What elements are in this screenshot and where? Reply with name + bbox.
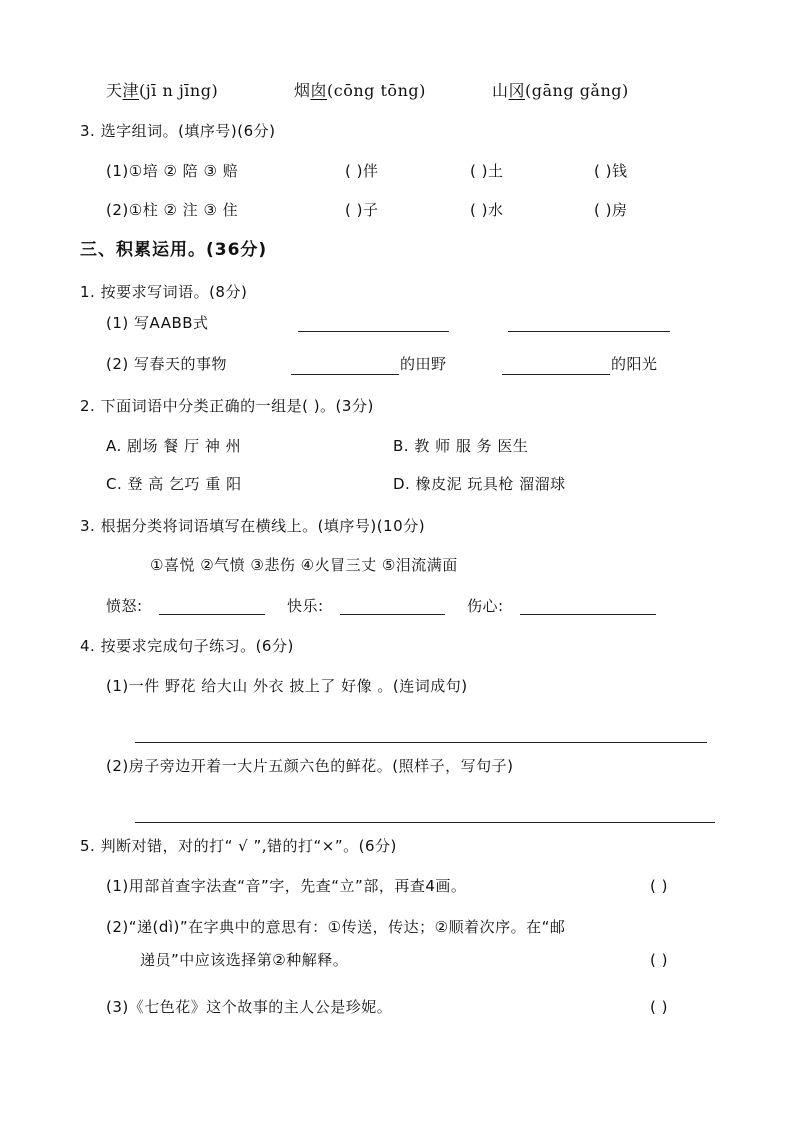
s5-c-answer-paren[interactable]: ( ) [650, 998, 668, 1016]
s1-a-answer-line-1[interactable] [298, 331, 449, 332]
q3-row2-blank2[interactable]: ( )水 [470, 201, 504, 219]
s5-title: 5. 判断对错，对的打“ √ ”,错的打“×”。(6分) [80, 837, 397, 855]
s3-sad-answer-line[interactable] [520, 614, 656, 615]
s5-item-b-line1: (2)“递(dì)”在字典中的意思有：①传送，传达；②顺着次序。在“邮 [106, 918, 566, 936]
s2-option-d[interactable]: D. 橡皮泥 玩具枪 溜溜球 [393, 475, 566, 493]
s3-joy-answer-line[interactable] [340, 614, 445, 615]
s4-a-answer-line[interactable] [135, 742, 707, 743]
q3-row1-options: (1)①培 ② 陪 ③ 赔 [106, 162, 239, 180]
s4-title: 4. 按要求完成句子练习。(6分) [80, 637, 294, 655]
s4-b-answer-line[interactable] [135, 822, 715, 823]
s3-label-joy: 快乐: [287, 597, 324, 615]
s3-label-anger: 愤怒: [106, 597, 143, 615]
s2-option-b[interactable]: B. 教 师 服 务 医生 [393, 437, 529, 455]
q3-row2-blank3[interactable]: ( )房 [594, 201, 628, 219]
s1-a-answer-line-2[interactable] [508, 331, 670, 332]
s5-item-b-line2: 递员”中应该选择第②种解释。 [140, 951, 349, 969]
s1-item-a: (1) 写AABB式 [106, 314, 209, 332]
s3-word-list: ①喜悦 ②气愤 ③悲伤 ④火冒三丈 ⑤泪流满面 [150, 556, 458, 574]
s3-anger-answer-line[interactable] [159, 614, 265, 615]
s2-title: 2. 下面词语中分类正确的一组是( )。(3分) [80, 397, 374, 415]
q3-row1-blank2[interactable]: ( )土 [470, 162, 504, 180]
s1-title: 1. 按要求写词语。(8分) [80, 283, 248, 301]
pinyin-item-yancong: 烟囱(cōng tōng) [294, 81, 426, 100]
s1-b-answer-line-2[interactable] [502, 374, 610, 375]
section-3-heading: 三、积累运用。(36分) [80, 240, 268, 260]
s3-label-sad: 伤心: [467, 597, 504, 615]
s3-title: 3. 根据分类将词语填写在横线上。(填序号)(10分) [80, 517, 426, 535]
s2-option-c[interactable]: C. 登 高 乞巧 重 阳 [106, 475, 242, 493]
s5-a-answer-paren[interactable]: ( ) [650, 877, 668, 895]
s1-b-suffix-2: 的阳光 [611, 355, 658, 373]
s1-b-suffix-1: 的田野 [400, 355, 447, 373]
s1-item-b: (2) 写春天的事物 [106, 355, 228, 373]
s4-item-a: (1)一件 野花 给大山 外衣 披上了 好像 。(连词成句) [106, 677, 468, 695]
q3-row1-blank1[interactable]: ( )伴 [345, 162, 379, 180]
s5-item-a: (1)用部首查字法查“音”字，先查“立”部，再查4画。 [106, 877, 467, 895]
s2-option-a[interactable]: A. 剧场 餐 厅 神 州 [106, 437, 242, 455]
question-3-title: 3. 选字组词。(填序号)(6分) [80, 122, 276, 140]
s1-b-answer-line-1[interactable] [291, 374, 399, 375]
s5-item-c: (3)《七色花》这个故事的主人公是珍妮。 [106, 998, 393, 1016]
s4-item-b: (2)房子旁边开着一大片五颜六色的鲜花。(照样子，写句子) [106, 757, 514, 775]
pinyin-item-tianjin: 天津(jī n jīng) [106, 81, 219, 100]
q3-row2-blank1[interactable]: ( )子 [345, 201, 379, 219]
pinyin-item-shangang: 山冈(gāng gǎng) [492, 81, 629, 100]
s5-b-answer-paren[interactable]: ( ) [650, 951, 668, 969]
q3-row1-blank3[interactable]: ( )钱 [594, 162, 628, 180]
q3-row2-options: (2)①柱 ② 注 ③ 住 [106, 201, 239, 219]
